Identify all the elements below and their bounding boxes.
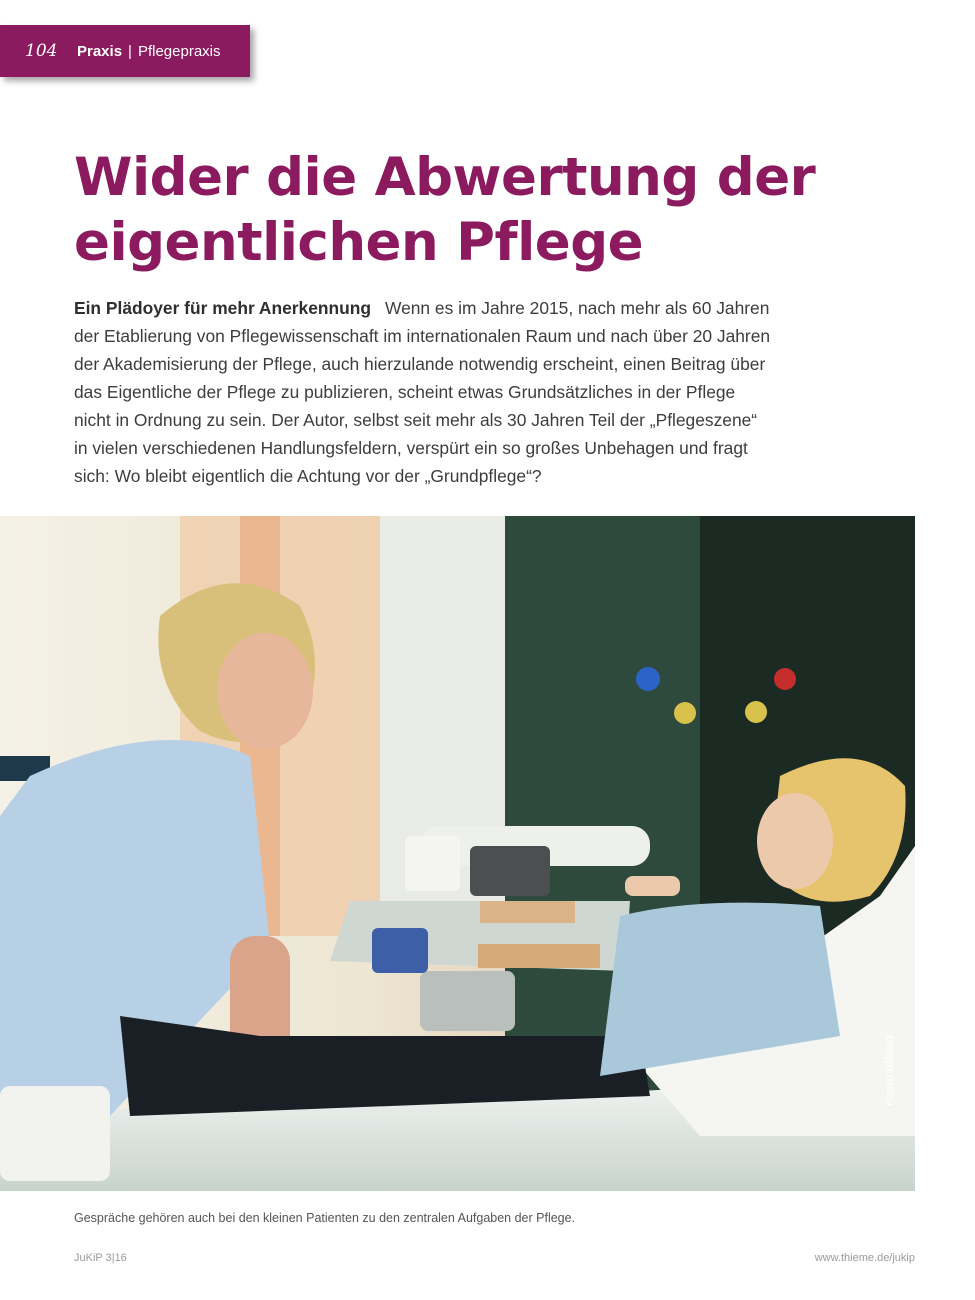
- subsection-label: Pflegepraxis: [137, 42, 221, 60]
- journal-url: www.thieme.de/jukip: [814, 1252, 915, 1264]
- lead-heading: Ein Plädoyer für mehr Anerkennung: [74, 298, 371, 318]
- journal-issue: JuKiP 3|16: [74, 1252, 127, 1264]
- section-header-tab: [0, 25, 250, 77]
- section-separator: |: [128, 42, 132, 60]
- photo-credit: Paavo Blåfield: [884, 1035, 896, 1106]
- photo-illustration: [0, 516, 915, 1191]
- page-number: 104: [25, 41, 58, 61]
- section-label: Praxis: [77, 42, 123, 60]
- photo-caption: Gespräche gehören auch bei den kleinen Patienten zu den zentralen Aufgaben der Pflege.: [74, 1211, 576, 1225]
- article-title-line-2: eigentlichen Pflege: [74, 212, 644, 273]
- article-photo: [0, 516, 915, 1191]
- article-title: [74, 145, 894, 275]
- lead-text: Wenn es im Jahre 2015, nach mehr als 60 Jahren der Etablierung von Pflegewissenschaft im internationalen Raum und nach über 20 Jahren der Akademisierung der Pflege, auch hierzulande notwendig erscheint, einen Beitrag über das Eigentliche der Pflege zu publizieren, scheint etwas Grundsätzliches in der Pflege nicht in Ordnung zu sein. Der Autor, selbst seit mehr als 30 Jahren Teil der „Pflegeszene“ in vielen verschiedenen Handlungsfeldern, verspürt ein so großes Unbehagen und fragt sich: Wo bleibt eigentlich die Achtung vor der „Grundpflege“?: [74, 298, 771, 486]
- article-title-line-1: Wider die Abwertung der: [74, 147, 816, 208]
- article-lead: [74, 294, 774, 490]
